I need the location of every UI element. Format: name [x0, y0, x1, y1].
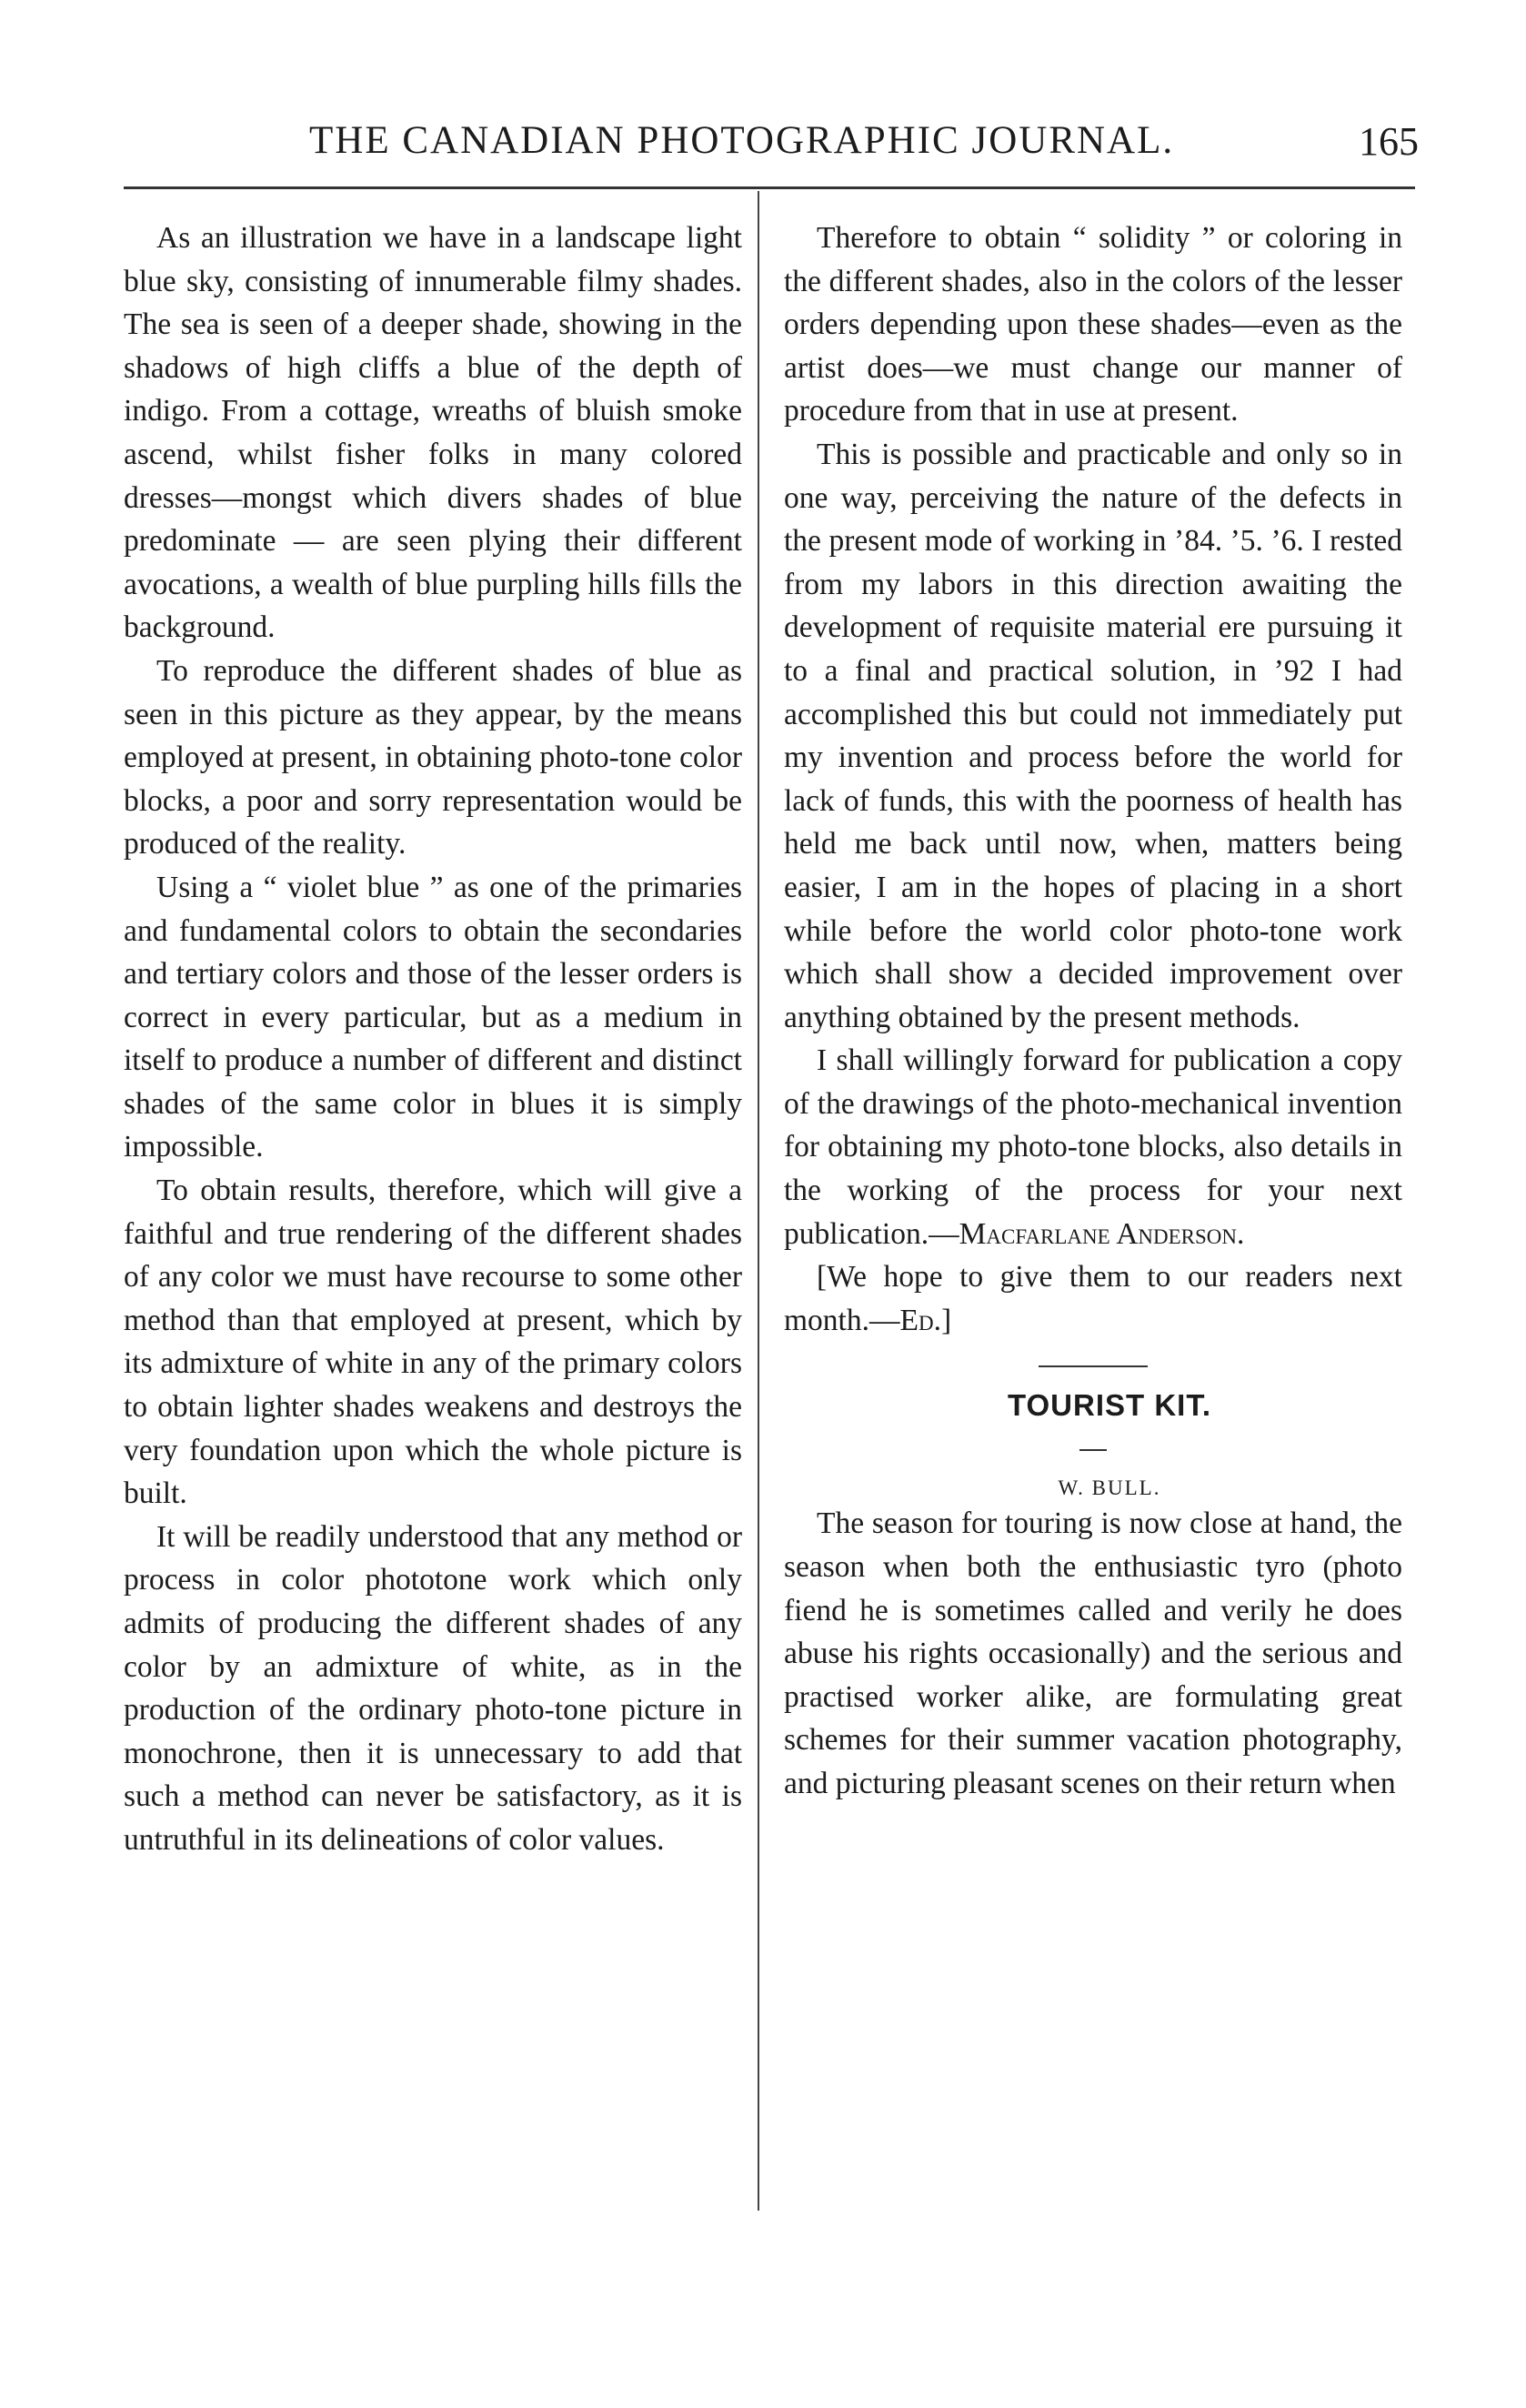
journal-title: THE CANADIAN PHOTOGRAPHIC JOURNAL. [309, 119, 1175, 162]
editor-note [784, 1255, 1402, 1342]
editor-note-signature: Ed. [899, 1303, 941, 1337]
left-column [124, 217, 742, 1862]
closing-paragraph [784, 1039, 1402, 1255]
section-dash [1079, 1449, 1107, 1451]
paragraph: To reproduce the different shades of blue as seen in this picture as they appear, by the means employed at present, in obtaining photo-tone color blocks, a poor and sorry representation would be produced of the reality. [124, 653, 742, 861]
right-column [784, 217, 1402, 1806]
paragraph: To obtain results, therefore, which will give a faithful and true rendering of the different shades of any color we must have recourse to some other method than that employed at present, which by its admixture of white in any of the primary colors to obtain lighter shades weakens and destroys the very foundation upon which the whole picture is built. [124, 1174, 742, 1511]
page-number: 165 [1359, 119, 1419, 164]
paragraph: As an illustration we have in a landscape light blue sky, consisting of innumerable filmy shades. The sea is seen of a deeper shade, showing in the shadows of high cliffs a blue of the depth of indigo. From a cottage, wreaths of bluish smoke ascend, whilst fisher folks in many colored dresses—mongst which divers shades of blue predominate — are seen plying their different avocations, a wealth of blue purpling hills fills the background. [124, 221, 742, 645]
section-byline: W. BULL. [1058, 1476, 1161, 1500]
paragraph: Therefore to obtain “ solidity ” or coloring in the different shades, also in the colors of the lesser orders depending upon these shades—even as the artist does—we must change our manner of procedure from that in use at present. [784, 221, 1402, 428]
paragraph: Using a “ violet blue ” as one of the primaries and fundamental colors to obtain the secondaries and tertiary colors and those of the lesser orders is correct in every particular, but as a medium in itself to produce a number of different and distinct shades of the same color in blues it is simply impossible. [124, 870, 742, 1164]
header-rule [124, 186, 1415, 189]
paragraph: The season for touring is now close at hand, the season when both the enthusiastic tyro (photo fiend he is sometimes called and verily he does abuse his rights occasionally) and the serious and practised worker alike, are formulating great schemes for their summer vacation photography, and picturing pleasant scenes on their return when [784, 1506, 1402, 1800]
editor-note-close: ] [940, 1303, 952, 1337]
author-signature: Macfarlane Anderson. [959, 1216, 1245, 1251]
column-divider [758, 191, 759, 2211]
paragraph: It will be readily understood that any method or process in color phototone work which only admits of producing the different shades of any color by an admixture of white, as in the production of the ordinary photo-tone picture in monochrone, then it is unnecessary to add that such a method can never be satisfactory, as it is untruthful in its delineations of color values. [124, 1519, 742, 1857]
paragraph: This is possible and practicable and only so in one way, perceiving the nature of the defects in the present mode of working in ’84. ’5. ’6. I rested from my labors in this direction awaiting the development of requisite material ere pursuing it to a final and practical solution, in ’92 I had accomplished this but could not immediately put my invention and process before the world for lack of funds, this with the poorness of health has held me back until now, when, matters being easier, I am in the hopes of placing in a short while before the world color photo-tone work which shall show a decided improvement over anything obtained by the present methods. [784, 437, 1402, 1034]
page-header [127, 118, 1419, 173]
section-title: TOURIST KIT. [1007, 1388, 1212, 1423]
editor-note-text: [We hope to give them to our readers next month.— [784, 1260, 1402, 1337]
section-rule [1039, 1365, 1148, 1367]
closing-paragraph-text: I shall willingly forward for publication a copy of the drawings of the photo-mechanical invention for obtaining my photo-tone blocks, also details in the working of the process for your next publication.— [784, 1043, 1402, 1251]
